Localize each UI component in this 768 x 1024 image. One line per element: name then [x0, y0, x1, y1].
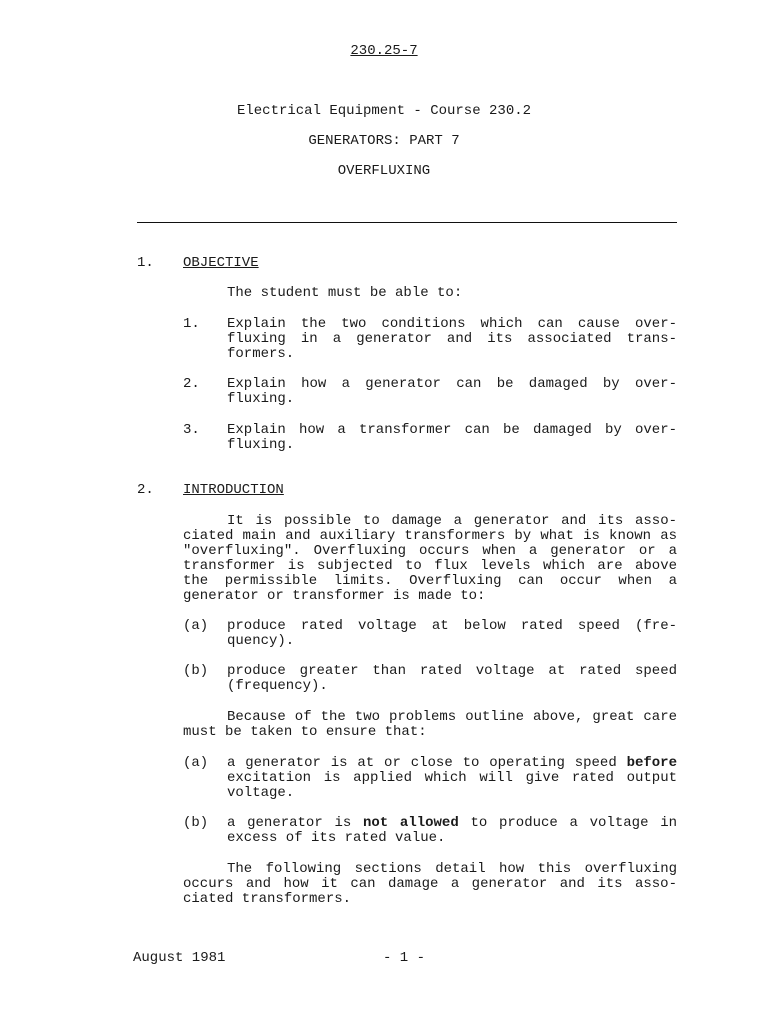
header-divider — [137, 222, 677, 223]
objective-text-1: Explain the two conditions which can cause over-fluxing in a generator and its associated trans-formers. — [227, 316, 677, 362]
objective-number-1: 1. — [183, 316, 200, 332]
intro-paragraph-3: The following sections detail how this overfluxing occurs and how it can damage a generator and its asso-ciated transformers. — [183, 861, 677, 907]
precaution-text-a: a generator is at or close to operating speed before excitation is applied which will give rated output voltage. — [227, 755, 677, 801]
condition-text-b: produce greater than rated voltage at rated speed (frequency). — [227, 663, 677, 694]
objective-intro: The student must be able to: — [227, 285, 463, 301]
intro-paragraph-1: It is possible to damage a generator and its asso-ciated main and auxiliary transformers by what is known as "overfluxing". Overfluxing occurs when a generator or a transformer is subjected to flux levels which are above the permissible limits. Overfluxing can occur when a generator or transformer is made to: — [183, 513, 677, 604]
condition-label-a: (a) — [183, 618, 209, 634]
section-2-number: 2. — [137, 482, 154, 498]
precaution-text-b: a generator is not allowed to produce a voltage in excess of its rated value. — [227, 815, 677, 846]
precaution-label-a: (a) — [183, 755, 209, 771]
section-2-heading: INTRODUCTION — [183, 482, 284, 498]
section-1-heading: OBJECTIVE — [183, 255, 259, 271]
objective-text-2: Explain how a generator can be damaged by over-fluxing. — [227, 376, 677, 407]
precaution-label-b: (b) — [183, 815, 209, 831]
objective-number-3: 3. — [183, 422, 200, 438]
part-title: GENERATORS: PART 7 — [308, 133, 460, 149]
page-number: - 1 - — [383, 950, 426, 966]
condition-label-b: (b) — [183, 663, 209, 679]
document-number: 230.25-7 — [350, 43, 418, 59]
objective-text-3: Explain how a transformer can be damaged by over-fluxing. — [227, 422, 677, 453]
section-1-number: 1. — [137, 255, 154, 271]
footer-date: August 1981 — [133, 950, 226, 966]
intro-paragraph-2: Because of the two problems outline above, great care must be taken to ensure that: — [183, 709, 677, 740]
course-title: Electrical Equipment - Course 230.2 — [236, 103, 532, 119]
topic-title: OVERFLUXING — [337, 163, 431, 179]
objective-number-2: 2. — [183, 376, 200, 392]
condition-text-a: produce rated voltage at below rated speed (fre-quency). — [227, 618, 677, 649]
